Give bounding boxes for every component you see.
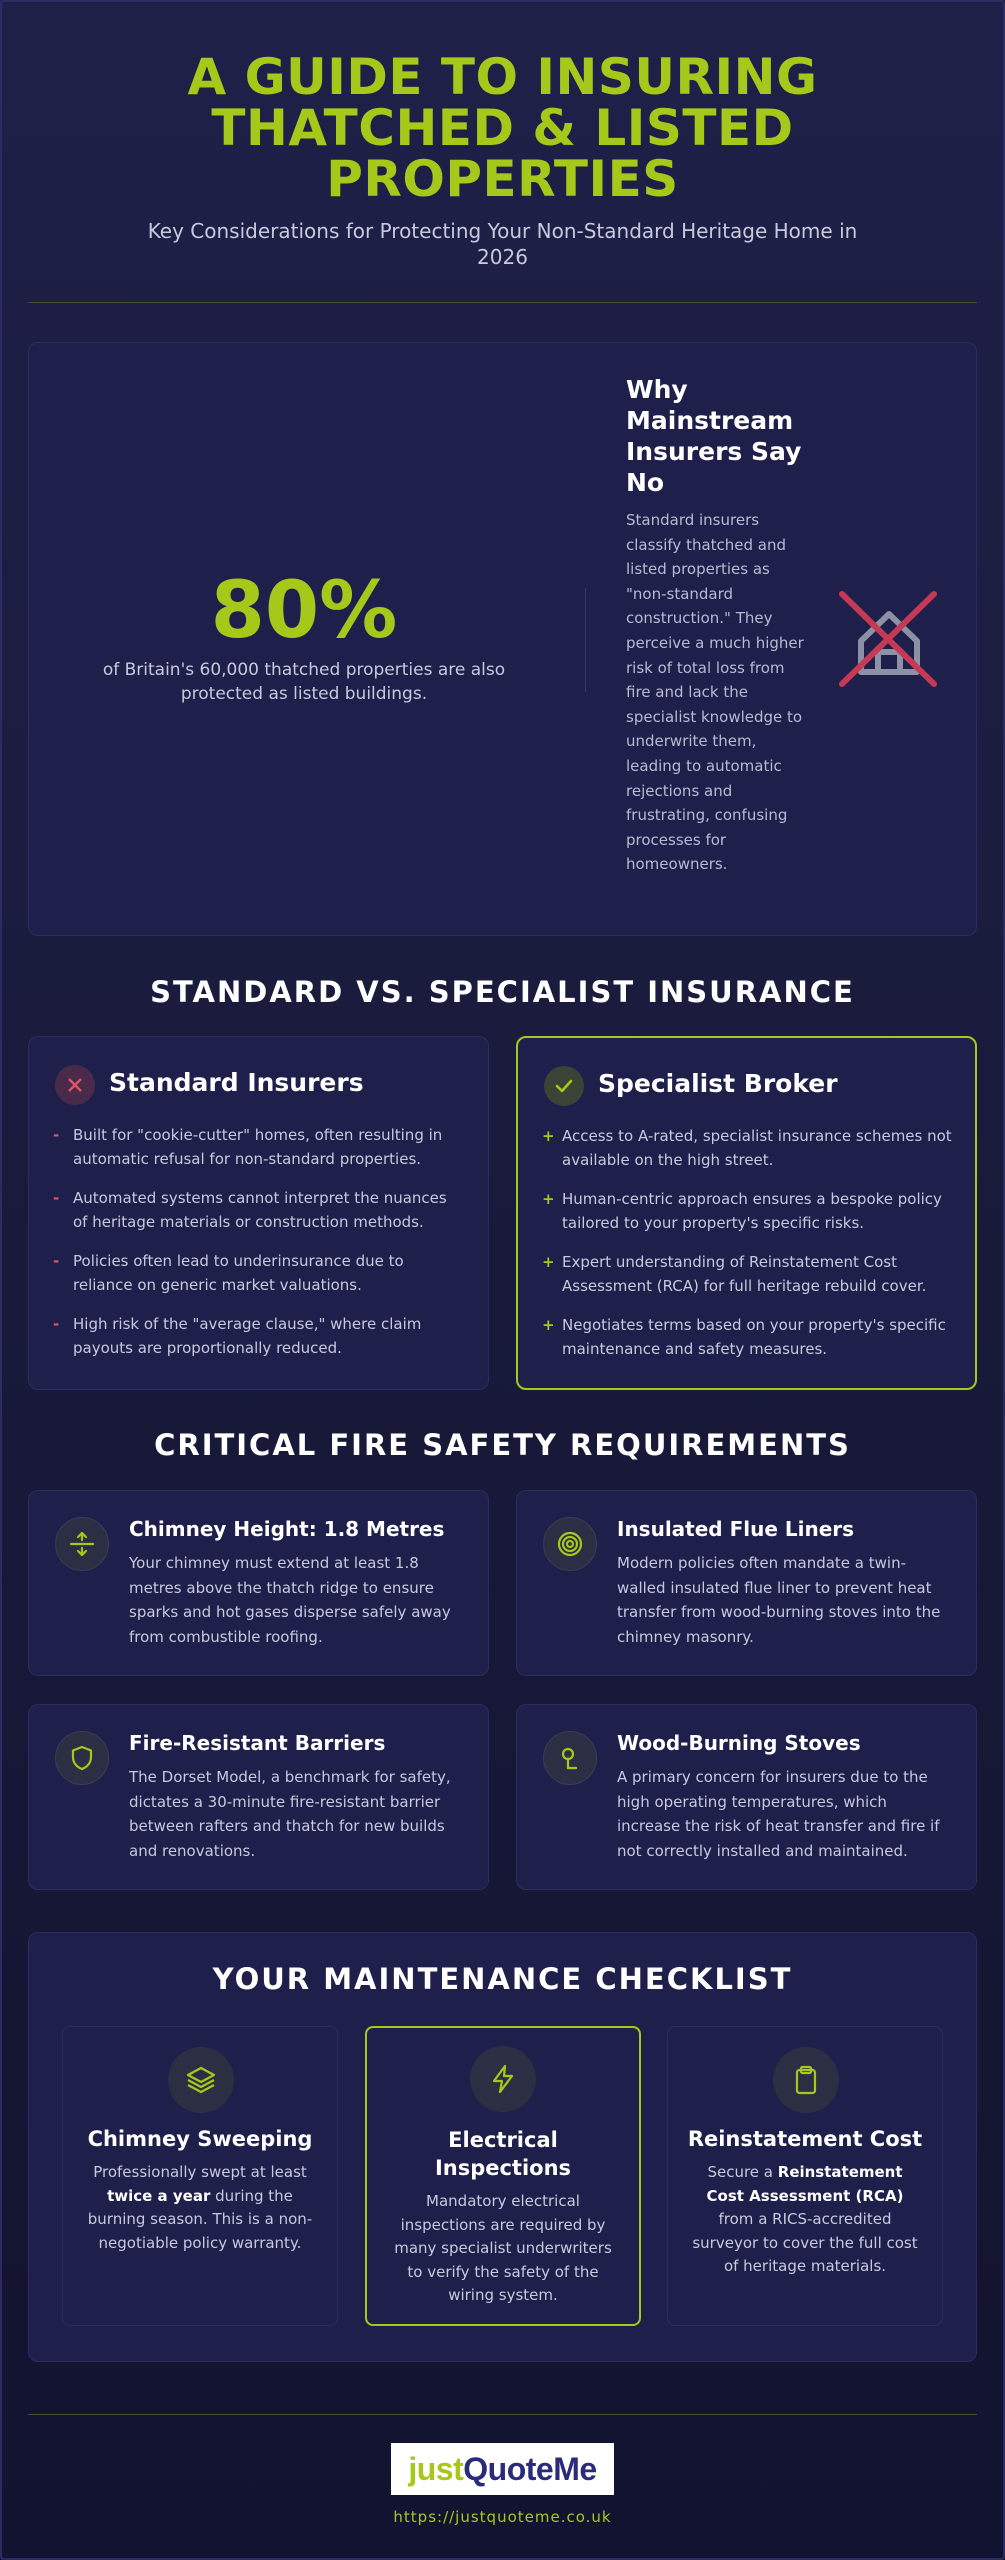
standard-title: Standard Insurers bbox=[109, 1068, 364, 1097]
stat-caption: of Britain's 60,000 thatched properties are also protected as listed buildings. bbox=[102, 660, 506, 704]
checkmark-icon bbox=[544, 1066, 584, 1106]
list-item: + Expert understanding of Reinstatement Cost Assessment (RCA) for full heritage rebuild cover. bbox=[542, 1250, 952, 1298]
thermometer-icon bbox=[543, 1731, 597, 1785]
fire-card-body: Modern policies often mandate a twin-walled insulated flue liner to prevent heat transfer from wood-burning stoves into the chimney masonry. bbox=[617, 1554, 941, 1646]
layers-icon bbox=[168, 2047, 234, 2113]
minus-icon: - bbox=[53, 1252, 60, 1270]
checklist-item-chimney-sweeping bbox=[62, 2026, 338, 2326]
minus-icon: - bbox=[53, 1189, 60, 1207]
plus-icon: + bbox=[542, 1127, 555, 1145]
footer-divider bbox=[28, 2414, 977, 2415]
standard-insurers-card bbox=[28, 1036, 489, 1390]
why-title: Why Mainstream Insurers Say No bbox=[626, 375, 802, 497]
checklist-item-reinstatement bbox=[667, 2026, 943, 2326]
fire-card-title: Wood-Burning Stoves bbox=[617, 1731, 861, 1755]
checklist-item-electrical bbox=[365, 2026, 641, 2326]
fire-card-flue-liners bbox=[516, 1490, 977, 1676]
list-item: + Negotiates terms based on your property's specific maintenance and safety measures. bbox=[542, 1313, 952, 1361]
fire-card-body: Your chimney must extend at least 1.8 metres above the thatch ridge to ensure sparks and hot gases disperse safely away from combustible roofing. bbox=[129, 1554, 451, 1646]
list-item: - Built for "cookie-cutter" homes, often resulting in automatic refusal for non-standard properties. bbox=[53, 1123, 463, 1171]
checklist-title: Electrical Inspections bbox=[434, 2128, 572, 2180]
list-item: + Human-centric approach ensures a bespoke policy tailored to your property's specific risks. bbox=[542, 1187, 952, 1235]
list-item: + Access to A-rated, specialist insurance schemes not available on the high street. bbox=[542, 1124, 952, 1172]
target-rings-icon bbox=[543, 1517, 597, 1571]
plus-icon: + bbox=[542, 1190, 555, 1208]
checklist-body: Secure a Reinstatement Cost Assessment (RCA) from a RICS-accredited surveyor to cover the full cost of heritage materials. bbox=[692, 2163, 918, 2275]
plus-icon: + bbox=[542, 1316, 555, 1334]
why-divider bbox=[585, 588, 586, 692]
fire-card-body: The Dorset Model, a benchmark for safety, dictates a 30-minute fire-resistant barrier between rafters and thatch for new builds and renovations. bbox=[129, 1768, 451, 1860]
plus-icon: + bbox=[542, 1253, 555, 1271]
specialist-title: Specialist Broker bbox=[598, 1069, 838, 1098]
fire-card-title: Insulated Flue Liners bbox=[617, 1517, 855, 1541]
checklist-body: Mandatory electrical inspections are required by many specialist underwriters to verify the safety of the wiring system. bbox=[394, 2192, 612, 2304]
specialist-list bbox=[542, 1124, 952, 1376]
checklist-title: Reinstatement Cost bbox=[687, 2127, 923, 2151]
checklist-heading: YOUR MAINTENANCE CHECKLIST bbox=[212, 1962, 793, 1996]
fire-card-body: A primary concern for insurers due to the high operating temperatures, which increase the risk of heat transfer and fire if not correctly installed and maintained. bbox=[617, 1768, 940, 1860]
page-title: A GUIDE TO INSURING THATCHED & LISTED PROPERTIES bbox=[187, 48, 818, 208]
shield-icon bbox=[55, 1731, 109, 1785]
list-item: - Automated systems cannot interpret the nuances of heritage materials or construction methods. bbox=[53, 1186, 463, 1234]
list-item: - High risk of the "average clause," where claim payouts are proportionally reduced. bbox=[53, 1312, 463, 1360]
fire-safety-heading: CRITICAL FIRE SAFETY REQUIREMENTS bbox=[154, 1428, 851, 1462]
standard-list bbox=[53, 1123, 463, 1375]
lightning-icon bbox=[470, 2046, 536, 2112]
minus-icon: - bbox=[53, 1126, 60, 1144]
fire-card-stoves bbox=[516, 1704, 977, 1890]
checklist-title: Chimney Sweeping bbox=[87, 2127, 313, 2151]
website-link[interactable]: https://justquoteme.co.uk bbox=[393, 2508, 612, 2526]
stat-value: 80% bbox=[210, 566, 398, 656]
brand-logo[interactable]: just QuoteMe bbox=[391, 2443, 614, 2495]
fire-card-title: Chimney Height: 1.8 Metres bbox=[129, 1517, 445, 1541]
comparison-heading: STANDARD VS. SPECIALIST INSURANCE bbox=[150, 975, 855, 1009]
height-arrows-icon bbox=[55, 1517, 109, 1571]
header-divider bbox=[28, 302, 977, 303]
minus-icon: - bbox=[53, 1315, 60, 1333]
page-subtitle: Key Considerations for Protecting Your Non-Standard Heritage Home in 2026 bbox=[147, 219, 858, 269]
list-item: - Policies often lead to underinsurance due to reliance on generic market valuations. bbox=[53, 1249, 463, 1297]
specialist-broker-card bbox=[516, 1036, 977, 1390]
cross-icon bbox=[55, 1065, 95, 1105]
fire-card-barriers bbox=[28, 1704, 489, 1890]
house-crossed-icon bbox=[836, 586, 942, 692]
clipboard-icon bbox=[773, 2047, 839, 2113]
fire-card-title: Fire-Resistant Barriers bbox=[129, 1731, 386, 1755]
checklist-body: Professionally swept at least twice a year during the burning season. This is a non-negotiable policy warranty. bbox=[87, 2163, 313, 2252]
why-body: Standard insurers classify thatched and listed properties as "non-standard construction." They perceive a much higher risk of total loss from fire and lack the specialist knowledge to underwrite them, leading to automatic rejections and frustrating, confusing processes for homeowners. bbox=[626, 511, 804, 874]
fire-card-chimney-height bbox=[28, 1490, 489, 1676]
